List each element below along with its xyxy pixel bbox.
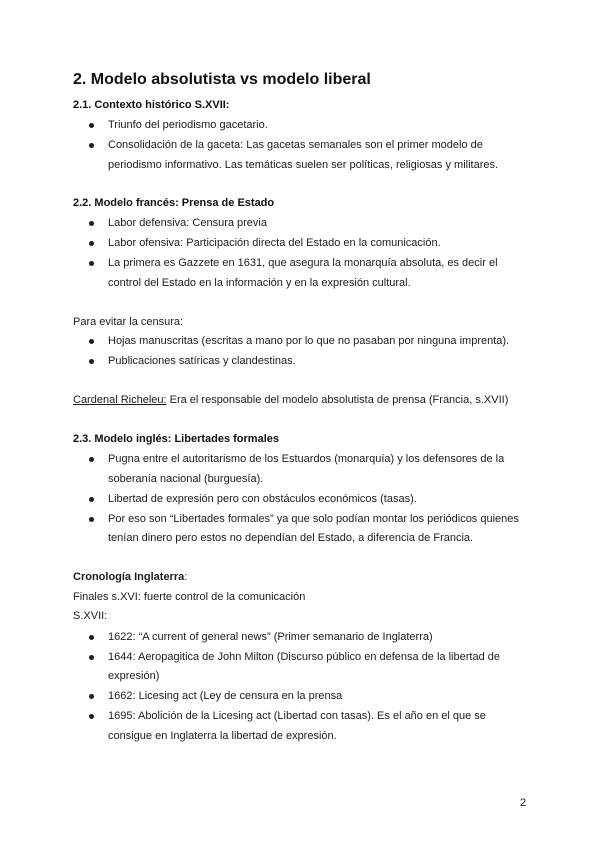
- list-item-continuation: consigue en Inglaterra la libertad de expresión.: [108, 730, 337, 742]
- richeleu-paragraph: [73, 393, 508, 407]
- bullet-icon: [89, 339, 94, 344]
- bullet-icon: [89, 457, 94, 462]
- bullet-icon: [89, 123, 94, 128]
- page-number: 2: [520, 797, 527, 809]
- subsection-title-2-1: 2.1. Contexto histórico S.XVII:: [73, 99, 230, 111]
- list-item: Consolidación de la gaceta: Las gacetas semanales son el primer modelo de: [108, 139, 483, 151]
- subsection-title-2-3: 2.3. Modelo inglés: Libertades formales: [73, 433, 279, 445]
- bullet-icon: [89, 517, 94, 522]
- list-item: Labor defensiva: Censura previa: [108, 217, 267, 229]
- cronologia-finales: Finales s.XVI: fuerte control de la comunicación: [73, 591, 306, 603]
- list-item-continuation: control del Estado en la información y en la expresión cultural.: [108, 277, 411, 289]
- list-item-continuation: tenían dinero pero estos no dependían del Estado, a diferencia de Francia.: [108, 532, 474, 544]
- paragraph-intro: Para evitar la censura:: [73, 316, 184, 328]
- list-item: Hojas manuscritas (escritas a mano por lo que no pasaban por ninguna imprenta).: [108, 335, 510, 347]
- list-item: Por eso son “Libertades formales” ya que solo podían montar los periódicos quienes: [108, 513, 519, 525]
- bullet-icon: [89, 694, 94, 699]
- bullet-icon: [89, 359, 94, 364]
- cronologia-title: [73, 570, 187, 584]
- list-item: 1695: Abolición de la Licesing act (Libertad con tasas). Es el año en el que se: [108, 710, 486, 722]
- list-item-continuation: expresión): [108, 670, 160, 682]
- bullet-icon: [89, 655, 94, 660]
- cronologia-sxvii: S.XVII:: [73, 610, 108, 622]
- list-item-continuation: soberanía nacional (burguesía).: [108, 473, 264, 485]
- list-item: Libertad de expresión pero con obstáculos económicos (tasas).: [108, 493, 417, 505]
- bullet-icon: [89, 143, 94, 148]
- bullet-icon: [89, 241, 94, 246]
- cronologia-title-colon: :: [184, 571, 188, 583]
- bullet-icon: [89, 221, 94, 226]
- list-item: Pugna entre el autoritarismo de los Estuardos (monarquía) y los defensores de la: [108, 453, 505, 465]
- richeleu-name: Cardenal Richeleu:: [73, 394, 167, 406]
- list-item: 1644: Aeropagitica de John Milton (Discurso público en defensa de la libertad de: [108, 651, 500, 663]
- list-item: Labor ofensiva: Participación directa del Estado en la comunicación.: [108, 237, 441, 249]
- bullet-icon: [89, 497, 94, 502]
- bullet-icon: [89, 714, 94, 719]
- list-item: 1662: Licesing act (Ley de censura en la prensa: [108, 690, 343, 702]
- list-item: La primera es Gazzete en 1631, que asegura la monarquía absoluta, es decir el: [108, 257, 498, 269]
- richeleu-text: Era el responsable del modelo absolutista de prensa (Francia, s.XVII): [166, 394, 509, 406]
- list-item-continuation: periodismo informativo. Las temáticas suelen ser políticas, religiosas y militares.: [108, 159, 499, 171]
- bullet-icon: [89, 261, 94, 266]
- bullet-icon: [89, 635, 94, 640]
- subsection-title-2-2: 2.2. Modelo francés: Prensa de Estado: [73, 197, 275, 209]
- cronologia-title-text: Cronología Inglaterra: [73, 571, 185, 583]
- list-item: Publicaciones satíricas y clandestinas.: [108, 355, 296, 367]
- section-heading: 2. Modelo absolutista vs modelo liberal: [73, 71, 371, 88]
- list-item: 1622: “A current of general news” (Primer semanario de Inglaterra): [108, 631, 433, 643]
- list-item: Triunfo del periodismo gacetario.: [108, 119, 268, 131]
